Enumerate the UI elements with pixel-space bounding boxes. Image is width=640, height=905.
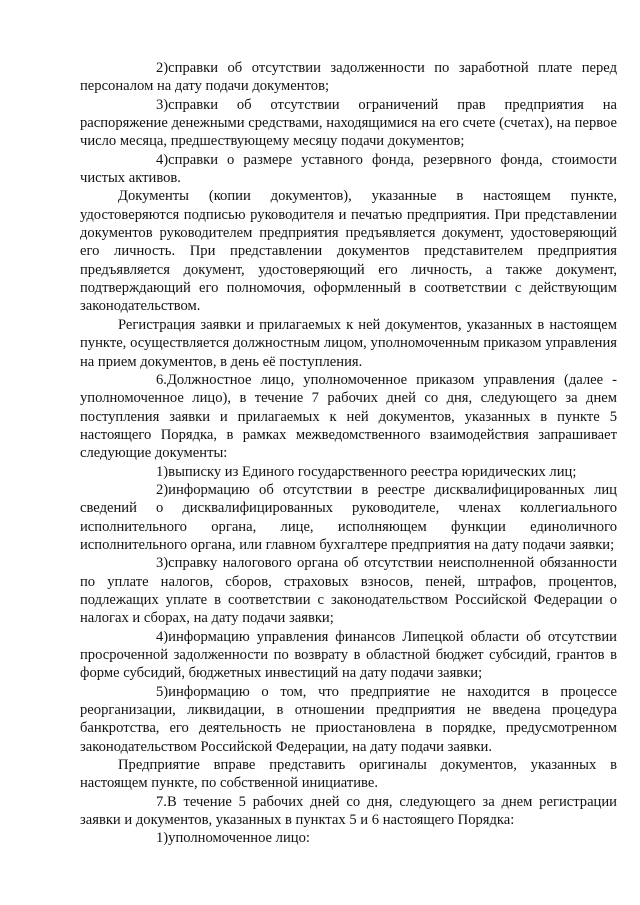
- paragraph-text: справки об отсутствии задолженности по заработной плате перед персоналом на дату подачи документов;: [80, 60, 617, 95]
- paragraph-text: выписку из Единого государственного реестра юридических лиц;: [168, 463, 577, 480]
- paragraph-text: Регистрация заявки и прилагаемых к ней документов, указанных в настоящем пункте, осуществляется должностным лицом, уполномоченным приказом управления на прием документов, в день её поступления.: [80, 316, 617, 370]
- paragraph-text: уполномоченное лицо:: [168, 830, 310, 847]
- paragraph-section-7: [80, 793, 617, 830]
- paragraph-request-1: [80, 463, 617, 481]
- paragraph-text: Должностное лицо, уполномоченное приказом управления (далее - уполномоченное лицо), в течение 7 рабочих дней со дня, следующего за днем поступления заявки и прилагаемых к ней документов, указанных в пункте 5 настоящего Порядка, в рамках межведомственного взаимодействия запрашивает следующие документы:: [80, 371, 617, 462]
- item-number: 3): [156, 555, 169, 572]
- paragraph-request-4: [80, 628, 617, 683]
- paragraph-text: справки о размере уставного фонда, резервного фонда, стоимости чистых активов.: [80, 151, 617, 187]
- paragraph-item-3: [80, 96, 617, 151]
- paragraph-text: справки об отсутствии ограничений прав предприятия на распоряжение денежными средствами, находящимися на его счете (счетах), на первое число месяца, предшествующему месяцу подачи документов;: [80, 96, 617, 150]
- paragraph-originals: [80, 756, 617, 793]
- paragraph-text: справку налогового органа об отсутствии неисполненной обязанности по уплате налогов, сборов, страховых взносов, пеней, штрафов, процентов, подлежащих уплате в соответствии с законодательством Российской Федерации о налогах и сборах, на дату подачи заявки;: [80, 555, 617, 627]
- section-number: 6.: [156, 371, 167, 388]
- item-number: 4): [156, 628, 169, 645]
- paragraph-request-3: [80, 554, 617, 627]
- paragraph-text: В течение 5 рабочих дней со дня, следующего за днем регистрации заявки и документов, указанных в пунктах 5 и 6 настоящего Порядка:: [80, 793, 617, 829]
- paragraph-text: информацию управления финансов Липецкой области об отсутствии просроченной задолженности по возврату в областной бюджет субсидий, грантов в форме субсидий, бюджетных инвестиций на дату подачи заявки;: [80, 628, 617, 682]
- paragraph-section-6: [80, 371, 617, 463]
- paragraph-section-7-item-1: [80, 829, 617, 847]
- paragraph-request-2: [80, 481, 617, 554]
- document-page: [80, 59, 617, 848]
- item-number: 1): [156, 830, 169, 847]
- paragraph-request-5: [80, 683, 617, 756]
- item-number: 4): [156, 151, 169, 168]
- item-number: 5): [156, 683, 169, 700]
- item-number: 1): [156, 463, 169, 480]
- paragraph-registration: [80, 316, 617, 371]
- paragraph-text: информацию о том, что предприятие не находится в процессе реорганизации, ликвидации, в отношении предприятия не введена процедура банкротства, его деятельность не приостановлена в порядке, предусмотренном законодательством Российской Федерации, на дату подачи заявки.: [80, 683, 617, 755]
- item-number: 2): [156, 481, 169, 498]
- paragraph-item-2: [80, 59, 617, 96]
- item-number: 2): [156, 60, 169, 76]
- section-number: 7.: [156, 793, 167, 810]
- paragraph-text: информацию об отсутствии в реестре дисквалифицированных лиц сведений о дисквалифицированных руководителе, членах коллегиального исполнительного органа, лице, исполняющем функции единоличного исполнительного органа, или главном бухгалтере предприятия на дату подачи заявки;: [80, 481, 617, 553]
- paragraph-text: Предприятие вправе представить оригиналы документов, указанных в настоящем пункте, по собственной инициативе.: [80, 757, 617, 792]
- item-number: 3): [156, 96, 169, 113]
- paragraph-text: Документы (копии документов), указанные в настоящем пункте, удостоверяются подписью руководителя и печатью предприятия. При представлении документов руководителем предприятия предъявляется документ, удостоверяющий его личность. При представлении документов представителем предприятия предъявляется документ, удостоверяющий его личность, а также документ, подтверждающий его полномочия, оформленный в соответствии с действующим законодательством.: [80, 188, 617, 315]
- paragraph-item-4: [80, 151, 617, 188]
- paragraph-documents-certification: [80, 187, 617, 315]
